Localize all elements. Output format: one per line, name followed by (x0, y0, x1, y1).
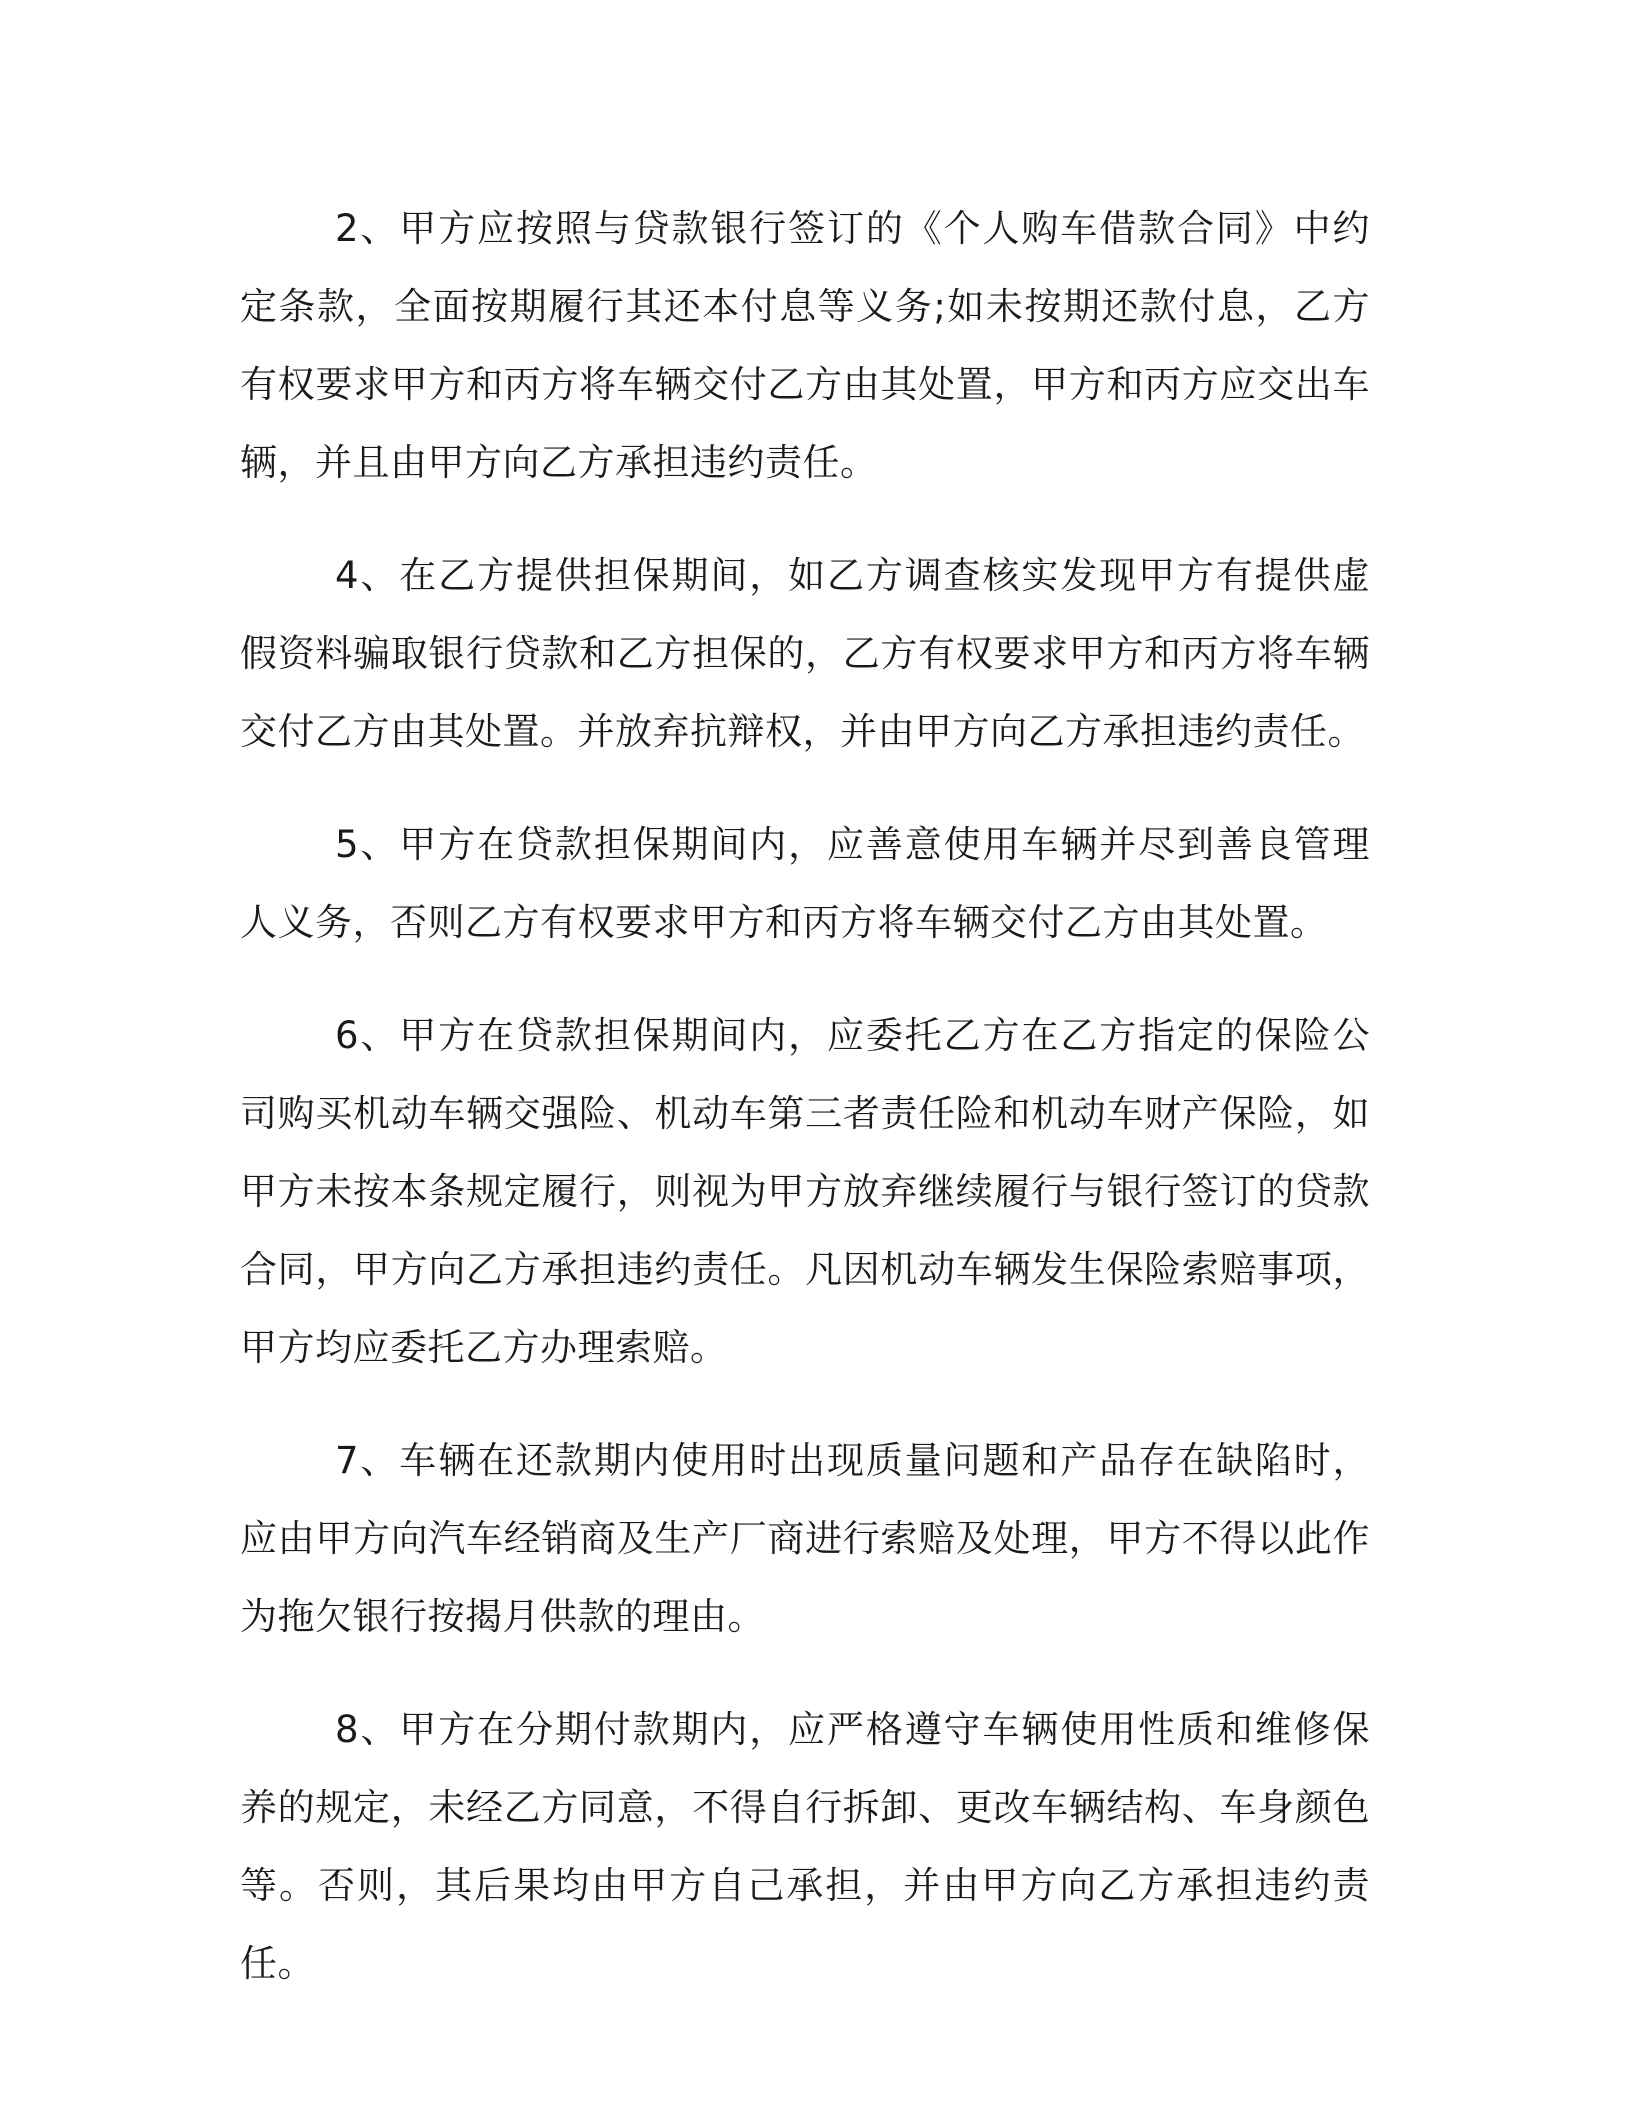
clause-6-paragraph: 6、甲方在贷款担保期间内，应委托乙方在乙方指定的保险公司购买机动车辆交强险、机动车第三者责任险和机动车财产保险，如甲方未按本条规定履行，则视为甲方放弃继续履行与银行签订的贷款合同，甲方向乙方承担违约责任。凡因机动车辆发生保险索赔事项，甲方均应委托乙方办理索赔。 (240, 1014, 1370, 1369)
document-body (240, 190, 1370, 2038)
clause-2-paragraph: 2、甲方应按照与贷款银行签订的《个人购车借款合同》中约定条款，全面按期履行其还本付息等义务;如未按期还款付息，乙方有权要求甲方和丙方将车辆交付乙方由其处置，甲方和丙方应交出车辆，并且由甲方向乙方承担违约责任。 (240, 207, 1370, 484)
clause-4-paragraph: 4、在乙方提供担保期间，如乙方调查核实发现甲方有提供虚假资料骗取银行贷款和乙方担保的，乙方有权要求甲方和丙方将车辆交付乙方由其处置。并放弃抗辩权，并由甲方向乙方承担违约责任。 (240, 554, 1370, 753)
clause-8-paragraph: 8、甲方在分期付款期内，应严格遵守车辆使用性质和维修保养的规定，未经乙方同意，不得自行拆卸、更改车辆结构、车身颜色等。否则，其后果均由甲方自己承担，并由甲方向乙方承担违约责任。 (240, 1708, 1370, 1985)
clause-5-paragraph: 5、甲方在贷款担保期间内，应善意使用车辆并尽到善良管理人义务，否则乙方有权要求甲方和丙方将车辆交付乙方由其处置。 (240, 823, 1370, 944)
clause-7-paragraph: 7、车辆在还款期内使用时出现质量问题和产品存在缺陷时，应由甲方向汽车经销商及生产厂商进行索赔及处理，甲方不得以此作为拖欠银行按揭月供款的理由。 (240, 1439, 1370, 1638)
